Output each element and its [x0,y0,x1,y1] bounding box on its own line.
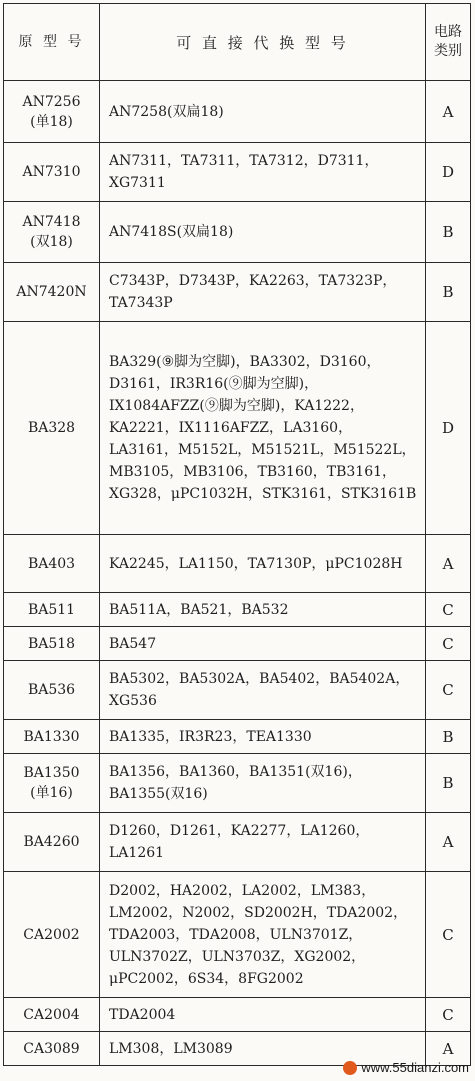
table-row [4,535,471,593]
original-model-cell [4,872,100,998]
ic-replacement-table [3,3,471,1066]
circuit-category-cell: C [426,998,471,1032]
replacement-models-cell: D2002，HA2002，LA2002，LM383，LM2002，N2002，SD2002H，TDA2002，TDA2003，TDA2008，ULN3701Z，ULN3702Z，ULN3703Z，XG2002，μPC2002，6S34，8FG2002 [100,872,426,998]
table-body [4,81,471,1066]
header-category-line1: 电路 [434,24,462,40]
circuit-category-cell: A [426,813,471,872]
model-number: CA2004 [23,1006,80,1023]
model-package-note: (单16) [30,785,73,801]
circuit-category-cell: C [426,593,471,627]
original-model-cell [4,661,100,720]
model-number: AN7420N [16,284,87,300]
table-row [4,143,471,202]
model-number: BA518 [27,635,76,652]
header-circuit-category [426,4,471,81]
circle-logo-icon [343,1061,357,1075]
table-row [4,720,471,754]
circuit-category-cell: B [426,263,471,322]
replacement-models-cell: BA329(⑨脚为空脚)，BA3302，D3160，D3161，IR3R16(⑨脚为空脚)，IX1084AFZZ(⑨脚为空脚)，KA1222，KA2221，IX1116AFZZ，LA3160，LA3161，M5152L，M51521L，M51522L，MB3105，MB3106，TB3160，TB3161，XG328，μPC1032H，STK3161，STK3161B [100,322,426,535]
replacement-models-cell: BA511A，BA521，BA532 [100,593,426,627]
table-row [4,202,471,263]
table-row [4,81,471,143]
model-number: AN7310 [22,164,81,180]
model-number: BA403 [27,555,76,572]
header-category-line2: 类别 [434,43,462,59]
replacement-models-cell: BA1335，IR3R23，TEA1330 [100,720,426,754]
table-row [4,754,471,813]
original-model-cell [4,143,100,202]
table-row [4,322,471,535]
replacement-models-cell: BA547 [100,627,426,661]
table-row [4,627,471,661]
model-number: AN7418 [22,214,81,230]
replacement-models-cell: TDA2004 [100,998,426,1032]
header-row [4,4,471,81]
circuit-category-cell: A [426,535,471,593]
table-row [4,263,471,322]
table-row [4,661,471,720]
replacement-models-cell: LM308，LM3089 [100,1032,426,1066]
replacement-models-cell: BA1356，BA1360，BA1351(双16)，BA1355(双16) [100,754,426,813]
original-model-cell [4,535,100,593]
circuit-category-cell: A [426,81,471,143]
circuit-category-cell: B [426,202,471,263]
circuit-category-cell: C [426,627,471,661]
replacement-models-cell: D1260，D1261，KA2277，LA1260，LA1261 [100,813,426,872]
circuit-category-cell: C [426,661,471,720]
table-row [4,813,471,872]
watermark [343,1060,469,1075]
model-package-note: (双18) [30,234,73,250]
header-original-model: 原 型 号 [4,4,100,81]
original-model-cell [4,754,100,813]
original-model-cell [4,627,100,661]
watermark-text: www.55dianzi.com [361,1060,469,1075]
model-number: BA328 [27,420,76,436]
replacement-models-cell: BA5302，BA5302A，BA5402，BA5402A，XG536 [100,661,426,720]
circuit-category-cell: C [426,872,471,998]
original-model-cell [4,720,100,754]
model-package-note: (单18) [30,113,73,130]
table-row [4,998,471,1032]
header-replacement-models: 可 直 接 代 换 型 号 [100,4,426,81]
replacement-models-cell: AN7258(双扁18) [100,81,426,143]
replacement-models-cell: AN7418S(双扁18) [100,202,426,263]
table-row [4,593,471,627]
original-model-cell [4,813,100,872]
circuit-category-cell: B [426,720,471,754]
original-model-cell [4,1032,100,1066]
original-model-cell [4,263,100,322]
original-model-cell [4,81,100,143]
model-number: CA3089 [23,1040,80,1057]
model-number: BA511 [27,601,76,618]
original-model-cell [4,202,100,263]
model-number: CA2002 [23,926,80,943]
model-number: BA1350 [23,765,80,781]
table-row [4,872,471,998]
replacement-models-cell: AN7311，TA7311，TA7312，D7311，XG7311 [100,143,426,202]
model-number: BA1330 [23,728,80,745]
model-number: AN7256 [22,93,81,110]
original-model-cell [4,593,100,627]
model-number: BA536 [27,682,76,698]
circuit-category-cell: B [426,754,471,813]
original-model-cell [4,998,100,1032]
original-model-cell [4,322,100,535]
replacement-models-cell: C7343P，D7343P，KA2263，TA7323P，TA7343P [100,263,426,322]
circuit-category-cell: D [426,322,471,535]
circuit-category-cell: A [426,1032,471,1066]
replacement-models-cell: KA2245，LA1150，TA7130P，μPC1028H [100,535,426,593]
circuit-category-cell: D [426,143,471,202]
model-number: BA4260 [23,834,80,850]
